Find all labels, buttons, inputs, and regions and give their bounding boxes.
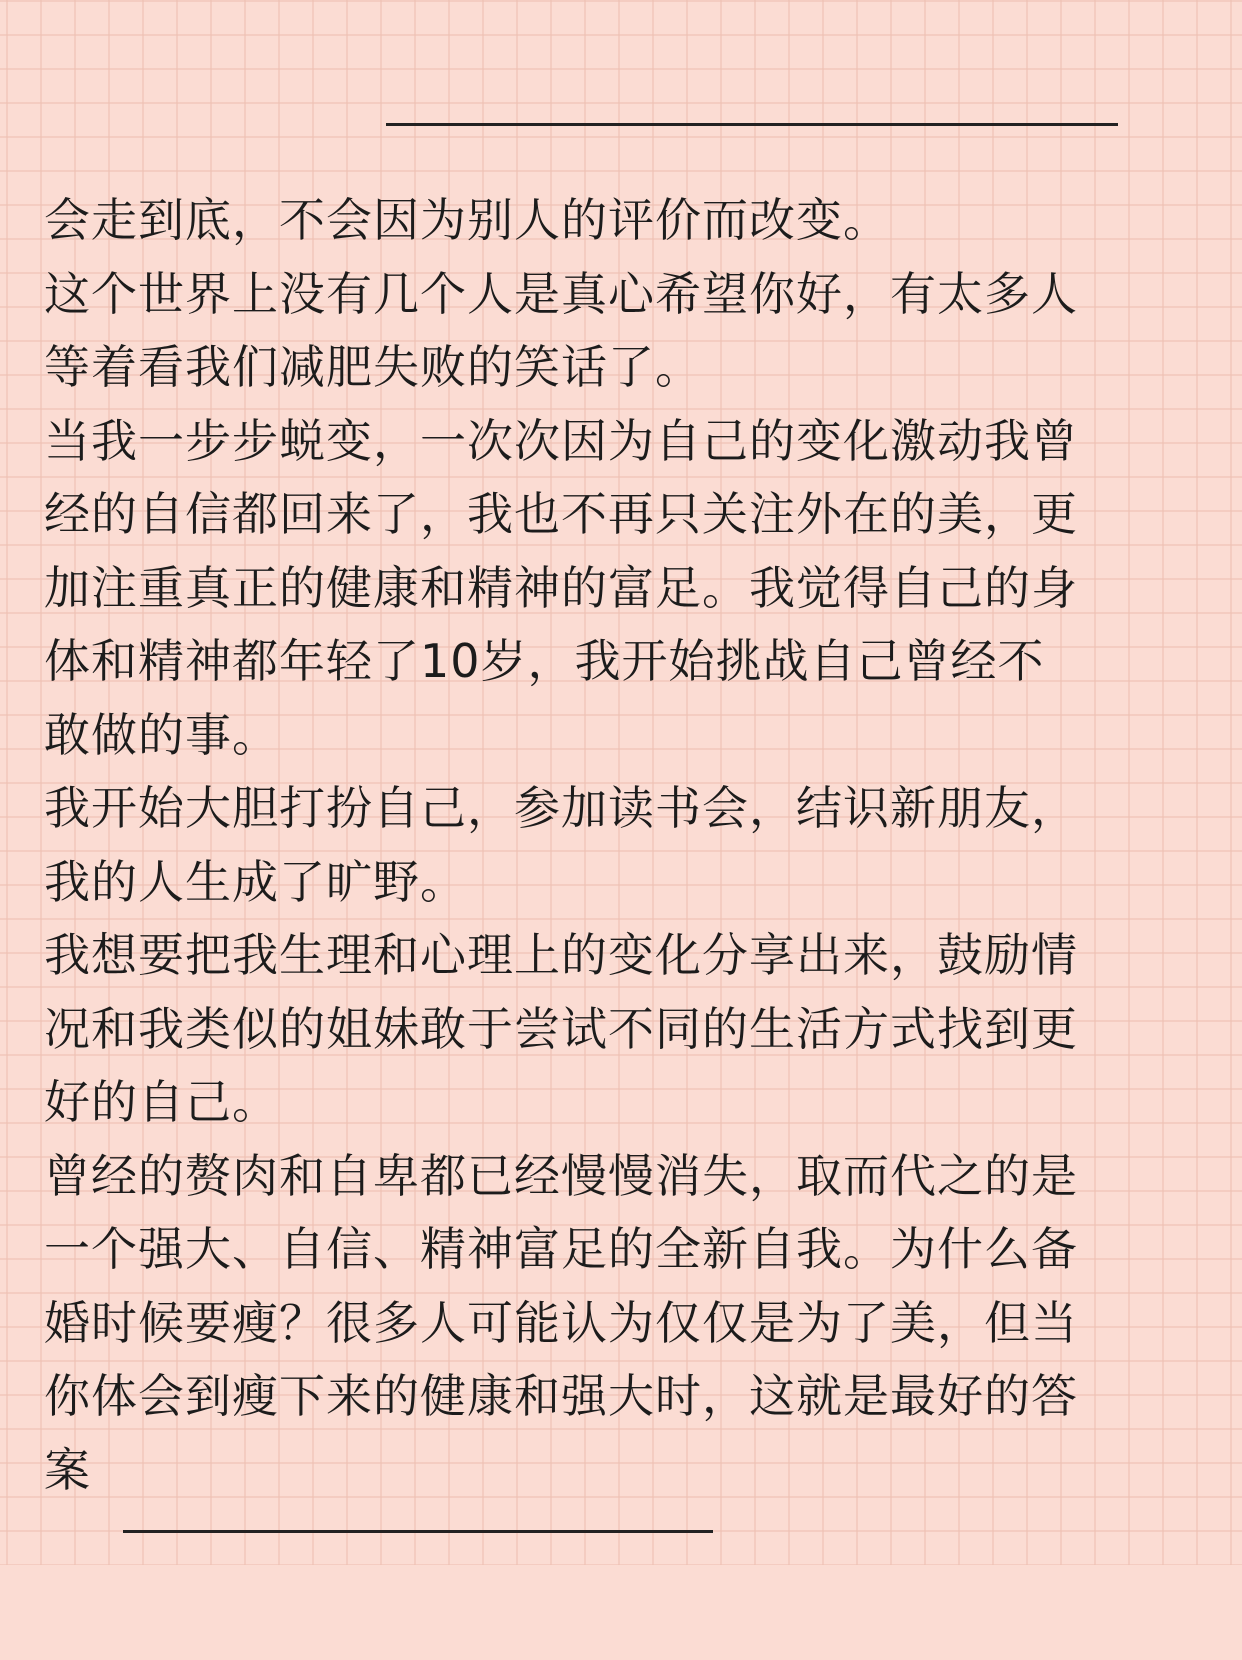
text-line: 当我一步步蜕变，一次次因为自己的变化激动我曾 [44, 413, 1078, 468]
text-line: 好的自己。 [44, 1075, 279, 1129]
text-line: 婚时候要瘦？很多人可能认为仅仅是为了美，但当 [44, 1295, 1078, 1350]
text-line: 敢做的事。 [44, 707, 279, 762]
text-line: 你体会到瘦下来的健康和强大时，这就是最好的答 [44, 1369, 1078, 1423]
text-line: 我的人生成了旷野。 [44, 854, 467, 909]
text-line: 我想要把我生理和心理上的变化分享出来，鼓励情 [44, 928, 1078, 982]
text-line: 体和精神都年轻了10岁，我开始挑战自己曾经不 [44, 634, 1045, 688]
top-divider-line [386, 123, 1118, 126]
text-line: 这个世界上没有几个人是真心希望你好，有太多人 [44, 266, 1078, 321]
text-line: 我开始大胆打扮自己，参加读书会，结识新朋友， [44, 781, 1078, 835]
text-line: 会走到底，不会因为别人的评价而改变。 [44, 193, 890, 247]
text-line: 一个强大、自信、精神富足的全新自我。为什么备 [44, 1222, 1078, 1276]
bottom-divider-line [123, 1530, 713, 1533]
text-line: 曾经的赘肉和自卑都已经慢慢消失，取而代之的是 [44, 1148, 1078, 1203]
text-line: 案 [44, 1442, 91, 1497]
text-line: 经的自信都回来了，我也不再只关注外在的美，更 [44, 487, 1078, 541]
text-line: 况和我类似的姐妹敢于尝试不同的生活方式找到更 [44, 1001, 1078, 1056]
text-line: 加注重真正的健康和精神的富足。我觉得自己的身 [44, 560, 1078, 615]
text-line: 等着看我们减肥失败的笑话了。 [44, 340, 702, 394]
article-text [44, 184, 1204, 1507]
bottom-plain-band [0, 1565, 1242, 1660]
